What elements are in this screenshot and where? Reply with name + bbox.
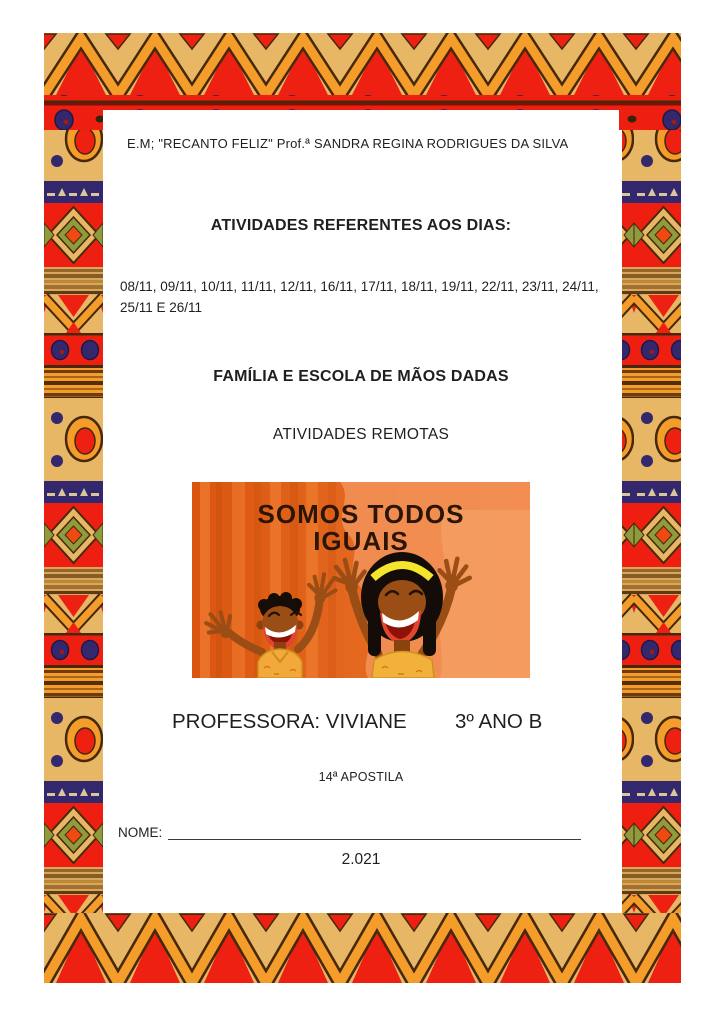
theme-title: FAMÍLIA E ESCOLA DE MÃOS DADAS xyxy=(213,368,509,385)
somos-todos-iguais-illustration xyxy=(192,482,530,678)
class-group: 3º ANO B xyxy=(455,710,543,733)
booklet-number: 14ª APOSTILA xyxy=(318,770,404,784)
name-label: NOME: xyxy=(118,825,163,840)
modality-line: ATIVIDADES REMOTAS xyxy=(272,426,450,443)
document-sheet xyxy=(103,110,619,908)
name-blank-line xyxy=(168,824,581,840)
teacher-class-row xyxy=(103,710,619,736)
activities-title: ATIVIDADES REFERENTES AOS DIAS: xyxy=(210,217,512,234)
name-field-row xyxy=(118,824,581,840)
illustration-title-line1: SOMOS TODOS xyxy=(257,499,465,529)
activity-dates: 08/11, 09/11, 10/11, 11/11, 12/11, 16/11, 17/11, 18/11, 19/11, 22/11, 23/11, 24/11, 25/11 E 26/11 xyxy=(120,279,599,315)
teacher-name: PROFESSORA: VIVIANE xyxy=(172,710,407,733)
school-header: E.M; "RECANTO FELIZ" Prof.ª SANDRA REGINA RODRIGUES DA SILVA xyxy=(127,136,569,151)
illustration-title-line2: IGUAIS xyxy=(313,526,409,556)
year-line: 2.021 xyxy=(341,851,381,868)
